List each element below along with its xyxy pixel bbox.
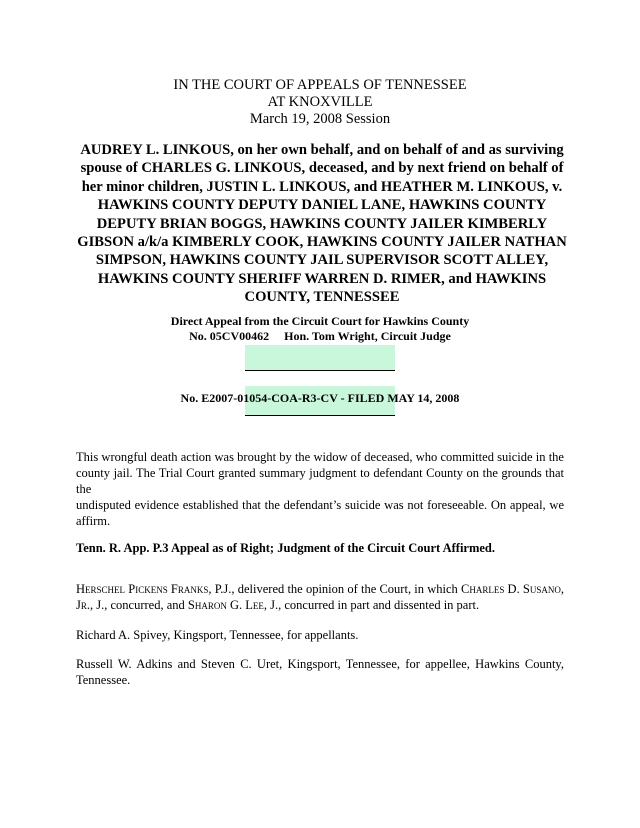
author-name: Herschel Pickens Franks xyxy=(76,582,209,596)
opinion-authorship xyxy=(76,581,564,613)
appellant-counsel: Richard A. Spivey, Kingsport, Tennessee, for appellants. xyxy=(76,628,359,642)
summary-line: This wrongful death action was brought by the widow of deceased, who committed suicide in the xyxy=(76,450,564,464)
appellee-counsel-line: Tennessee. xyxy=(76,673,131,687)
opinion-text: , P.J., delivered the opinion of the Court, in which xyxy=(208,582,461,596)
opinion-text: , xyxy=(560,582,564,596)
appellee-counsel-line: Russell W. Adkins and Steven C. Uret, Kingsport, Tennessee, for appellee, Hawkins County, xyxy=(76,657,564,671)
session-date: March 19, 2008 Session xyxy=(249,111,391,127)
concurring-judge-1: Charles D. Susano xyxy=(460,582,561,596)
trial-judge: Hon. Tom Wright, Circuit Judge xyxy=(284,329,451,343)
court-location: AT KNOXVILLE xyxy=(267,94,373,110)
summary-line: affirm. xyxy=(76,514,111,528)
holding: Tenn. R. App. P.3 Appeal as of Right; Judgment of the Circuit Court Affirmed. xyxy=(76,541,496,555)
docket-filed-line: No. E2007-01054-COA-R3-CV - FILED MAY 14, 2008 xyxy=(180,391,460,405)
case-number-judge xyxy=(0,329,640,344)
summary-line: undisputed evidence established that the defendant’s suicide was not foreseeable. On appeal, we xyxy=(76,498,564,512)
opinion-text: , J., concurred, and xyxy=(90,598,188,612)
trial-case-number: No. 05CV00462 xyxy=(189,329,270,343)
appellee-counsel xyxy=(76,656,564,688)
opinion-text: , J., concurred in part and dissented in part. xyxy=(263,598,480,612)
summary-line: county jail. The Trial Court granted summary judgment to defendant County on the grounds that the xyxy=(76,466,564,496)
case-summary xyxy=(76,449,564,529)
appeal-from: Direct Appeal from the Circuit Court for Hawkins County xyxy=(170,314,470,328)
concurring-judge-2: Sharon G. Lee xyxy=(187,598,264,612)
concurring-judge-1-suffix: Jr. xyxy=(76,598,90,612)
court-name: IN THE COURT OF APPEALS OF TENNESSEE xyxy=(173,77,467,93)
highlight-box-upper xyxy=(245,345,395,371)
case-caption: AUDREY L. LINKOUS, on her own behalf, and on behalf of and as surviving spouse of CHARLES G. LINKOUS, deceased, and by next friend on behalf of her minor children, JUSTIN L. LINKOUS, and HEATHER M. LINKOUS, v. HAWKINS COUNTY DEPUTY DANIEL LANE, HAWKINS COUNTY DEPUTY BRIAN BOGGS, HAWKINS COUNTY JAILER KIMBERLY GIBSON a/k/a KIMBERLY COOK, HAWKINS COUNTY JAILER NATHAN SIMPSON, HAWKINS COUNTY JAIL SUPERVISOR SCOTT ALLEY, HAWKINS COUNTY SHERIFF WARREN D. RIMER, and HAWKINS COUNTY, TENNESSEE xyxy=(77,142,567,306)
